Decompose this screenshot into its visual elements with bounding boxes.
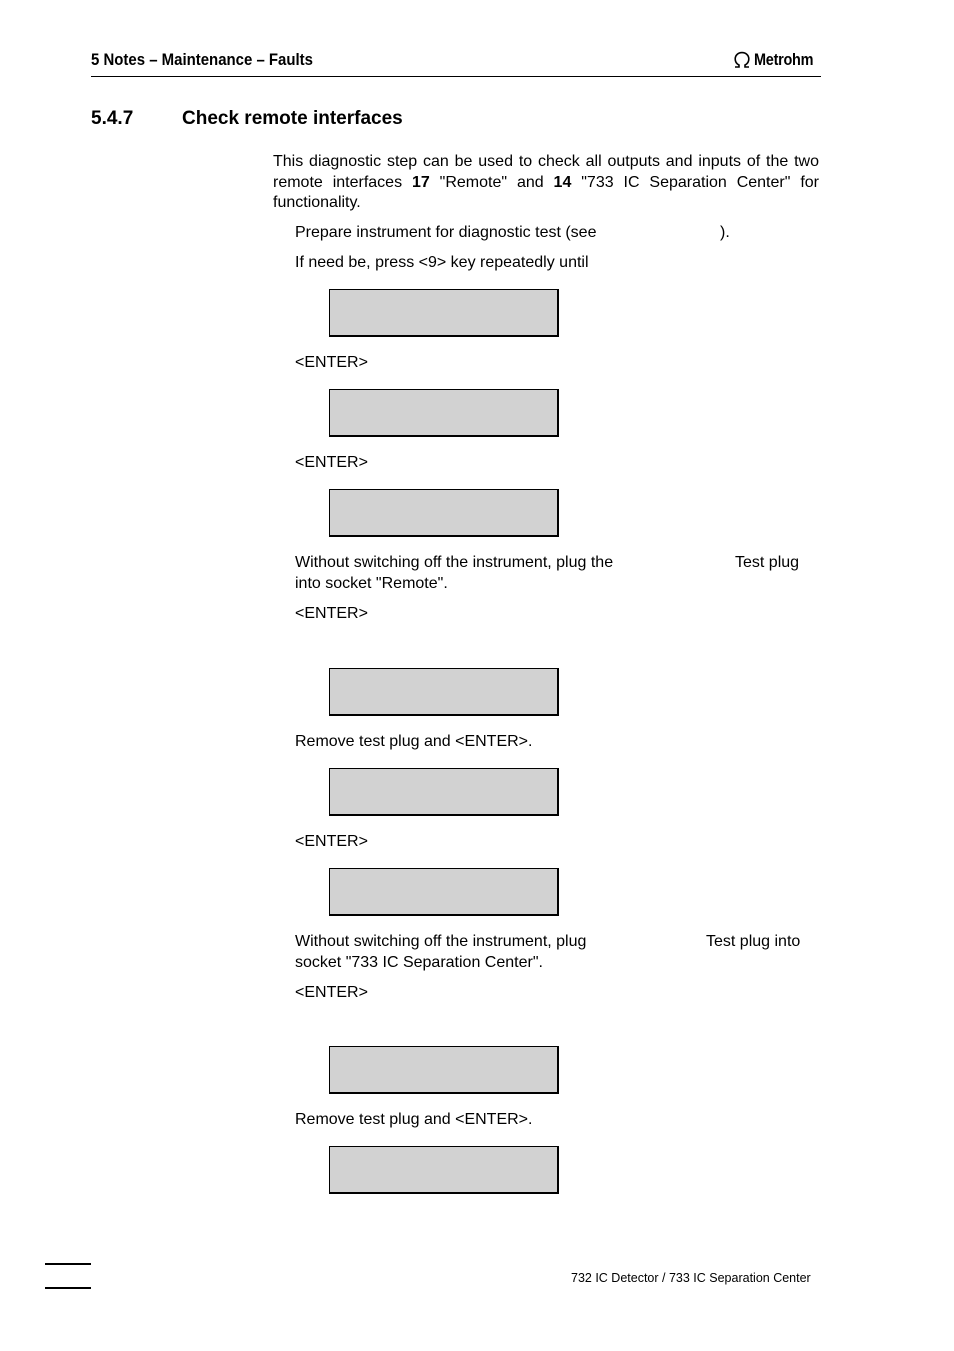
section-title: Check remote interfaces	[182, 108, 403, 129]
footer-rule-top	[45, 1263, 91, 1265]
step-remove-plug: Remove test plug and <ENTER>.	[295, 733, 533, 750]
lcd-display	[329, 489, 559, 537]
step-plug-separation-center-testplug: Test plug into	[706, 933, 801, 950]
logo-wordmark: Metrohm	[754, 50, 814, 69]
step-plug-remote: Without switching off the instrument, plug the	[295, 554, 614, 571]
step-enter: <ENTER>	[295, 605, 368, 622]
step-enter: <ENTER>	[295, 984, 368, 1001]
lcd-display	[329, 289, 559, 337]
footer-rule-bottom	[45, 1287, 91, 1289]
lcd-display	[329, 868, 559, 916]
step-enter: <ENTER>	[295, 354, 368, 371]
step-press-9: If need be, press <9> key repeatedly until	[295, 254, 589, 271]
lcd-display	[329, 668, 559, 716]
header-rule	[91, 76, 821, 77]
lcd-display	[329, 1146, 559, 1194]
intro-text-2: "Remote" and	[429, 173, 554, 191]
intro-paragraph	[273, 152, 819, 214]
interface-number-remote: 17	[411, 173, 430, 191]
step-enter: <ENTER>	[295, 833, 368, 850]
step-plug-separation-center-socket: socket "733 IC Separation Center".	[295, 954, 543, 971]
step-plug-remote-socket: into socket "Remote".	[295, 575, 448, 592]
section-number: 5.4.7	[91, 108, 134, 129]
step-prepare: Prepare instrument for diagnostic test (see	[295, 224, 597, 241]
step-enter: <ENTER>	[295, 454, 368, 471]
metrohm-logo	[732, 50, 824, 70]
lcd-display	[329, 389, 559, 437]
step-plug-separation-center: Without switching off the instrument, plug	[295, 933, 587, 950]
lcd-display	[329, 1046, 559, 1094]
footer-product: 732 IC Detector / 733 IC Separation Center	[571, 1271, 811, 1285]
step-remove-plug: Remove test plug and <ENTER>.	[295, 1111, 533, 1128]
step-prepare-end: ).	[720, 224, 730, 241]
omega-icon	[732, 50, 752, 70]
step-plug-remote-testplug: Test plug	[735, 554, 800, 571]
lcd-display	[329, 768, 559, 816]
intro-text-3: "733 IC Separation Center" for functionality.	[273, 173, 819, 211]
intro-text-1: This diagnostic step can be used to check all outputs and inputs of the two remote interfaces	[273, 153, 819, 191]
running-header-chapter: 5 Notes – Maintenance – Faults	[91, 50, 313, 69]
interface-number-separation-center: 14	[553, 173, 572, 191]
